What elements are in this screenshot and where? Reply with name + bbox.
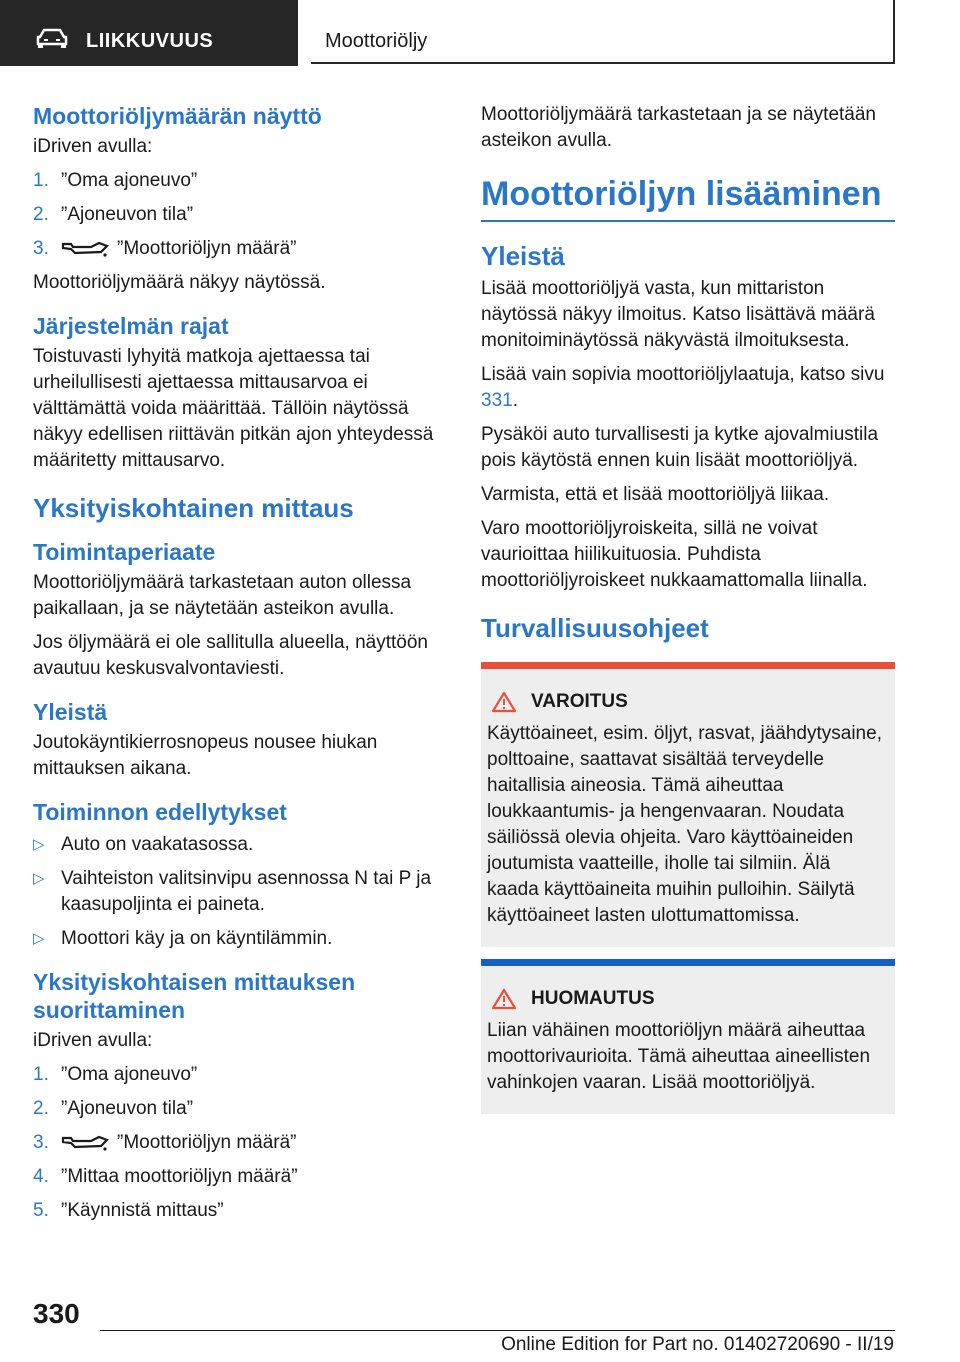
step-number: 2. xyxy=(33,204,49,225)
paragraph-4: Varmista, että et lisää moottoriöljyä liikaa. xyxy=(481,484,830,505)
paragraph-1: Lisää moottoriöljyä vasta, kun mittariston näytössä näkyy ilmoitus. Katso lisättävä määrä monitoiminäytössä näkyvästä ilmoituksesta. xyxy=(481,278,875,351)
section-label: LIIKKUVUUS xyxy=(86,30,214,52)
triangle-bullet-icon: ▷ xyxy=(33,870,45,887)
intro-text: Moottoriöljymäärä tarkastetaan ja se näytetään asteikon avulla. xyxy=(481,104,876,151)
list-item: 4. ”Mittaa moottoriöljyn määrä” xyxy=(33,1164,453,1190)
step-number: 2. xyxy=(33,1098,49,1119)
paragraph-5: Varo moottoriöljyroiskeita, sillä ne voivat vaurioittaa hiilikuituosia. Puhdista moottoriöljyroiskeet nukkaamattomalla liinalla. xyxy=(481,518,868,591)
perform-heading: Yksityiskohtaisen mittauksen suorittaminen xyxy=(33,969,356,1023)
warning-text: Käyttöaineet, esim. öljyt, rasvat, jäähdytysaine, polttoaine, saattavat sisältää terveydelle haitallisia aineosia. Tämä aiheuttaa loukkaantumis- ja hengenvaaran. Noudata säiliössä olevia ohjeita. Varo käyttöaineiden joutumista vaatteille, iholle tai silmiin. Älä kaada käyttöaineita muihin pulloihin. Säilytä käyttöaineet lasten ulottumattomissa. xyxy=(487,723,882,926)
display-intro: iDriven avulla: xyxy=(33,136,153,157)
list-item: 1. ”Oma ajoneuvo” xyxy=(33,168,453,194)
perform-intro: iDriven avulla: xyxy=(33,1030,153,1051)
left-column xyxy=(33,102,453,1232)
detail-heading: Yksityiskohtainen mittaus xyxy=(33,493,354,523)
caution-triangle-icon xyxy=(491,988,517,1010)
paragraph-3: Pysäköi auto turvallisesti ja kytke ajovalmiustila pois käytöstä ennen kuin lisäät moottoriöljyä. xyxy=(481,424,879,471)
add-oil-heading: Moottoriöljyn lisääminen xyxy=(481,174,895,222)
triangle-bullet-icon: ▷ xyxy=(33,930,45,947)
list-item: ▷ Auto on vaakatasossa. xyxy=(33,832,453,858)
limits-heading: Järjestelmän rajat xyxy=(33,313,229,339)
list-item: ▷ Vaihteiston valitsinvipu asennossa N tai P ja kaasupoljinta ei paineta. xyxy=(33,868,432,915)
car-icon xyxy=(36,28,68,48)
paragraph-2: Lisää vain sopivia moottoriöljylaatuja, katso sivu 331. xyxy=(481,364,885,411)
step-number: 5. xyxy=(33,1200,49,1221)
warning-triangle-icon xyxy=(491,691,517,713)
page-header xyxy=(0,0,960,64)
step-number: 1. xyxy=(33,170,49,191)
list-item: 2. ”Ajoneuvon tila” xyxy=(33,1096,453,1122)
display-heading: Moottoriöljymäärän näyttö xyxy=(33,103,322,129)
list-item: 5. ”Käynnistä mittaus” xyxy=(33,1198,453,1224)
right-column xyxy=(481,102,895,1114)
list-item: 3. ”Moottoriöljyn määrä” xyxy=(33,236,453,262)
safety-heading: Turvallisuusohjeet xyxy=(481,613,709,643)
oil-can-icon xyxy=(61,240,109,258)
step-number: 1. xyxy=(33,1064,49,1085)
note-box xyxy=(481,959,895,1114)
page-title: Moottoriöljy xyxy=(325,30,428,52)
display-steps xyxy=(33,168,453,262)
conditions-heading: Toiminnon edellytykset xyxy=(33,799,287,825)
page-number: 330 xyxy=(33,1298,80,1329)
header-title-box xyxy=(311,0,895,64)
conditions-list xyxy=(33,832,453,952)
general-heading: Yleistä xyxy=(33,699,108,725)
edition-text: Online Edition for Part no. 01402720690 - II/19 xyxy=(501,1334,894,1355)
step-number: 3. xyxy=(33,1132,49,1153)
header-divider xyxy=(0,64,298,66)
general-text: Joutokäyntikierrosnopeus nousee hiukan mittauksen aikana. xyxy=(33,732,378,779)
principle-text-1: Moottoriöljymäärä tarkastetaan auton ollessa paikallaan, ja se näytetään asteikon avulla. xyxy=(33,572,412,619)
triangle-bullet-icon: ▷ xyxy=(33,836,45,853)
step-number: 3. xyxy=(33,238,49,259)
perform-steps xyxy=(33,1062,453,1224)
note-text: Liian vähäinen moottoriöljyn määrä aiheuttaa moottorivaurioita. Tämä aiheuttaa aineellisten vahinkojen vaaran. Lisää moottoriöljyä. xyxy=(487,1020,871,1093)
general-heading-right: Yleistä xyxy=(481,241,565,271)
limits-text: Toistuvasti lyhyitä matkoja ajettaessa tai urheilullisesti ajettaessa mittausarvoa ei välttämättä voida määrittää. Tällöin näytössä näkyy edellisen riittävän pitkän ajon yhteydessä määritetty mittausarvo. xyxy=(33,346,434,471)
warning-title: VAROITUS xyxy=(531,691,628,712)
display-result: Moottoriöljymäärä näkyy näytössä. xyxy=(33,272,326,293)
warning-box xyxy=(481,662,895,947)
principle-text-2: Jos öljymäärä ei ole sallitulla alueella, näyttöön avautuu keskusvalvontaviesti. xyxy=(33,632,429,679)
list-item: 1. ”Oma ajoneuvo” xyxy=(33,1062,453,1088)
step-number: 4. xyxy=(33,1166,49,1187)
page-link[interactable]: 331 xyxy=(481,390,513,411)
note-title: HUOMAUTUS xyxy=(531,988,655,1009)
footer-divider xyxy=(100,1330,895,1331)
principle-heading: Toimintaperiaate xyxy=(33,539,216,565)
list-item: 3. ”Moottoriöljyn määrä” xyxy=(33,1130,453,1156)
list-item: 2. ”Ajoneuvon tila” xyxy=(33,202,453,228)
warning-header xyxy=(487,691,885,713)
note-header xyxy=(487,988,885,1010)
list-item: ▷ Moottori käy ja on käyntilämmin. xyxy=(33,926,453,952)
section-tab xyxy=(0,0,298,64)
oil-can-icon xyxy=(61,1134,109,1152)
